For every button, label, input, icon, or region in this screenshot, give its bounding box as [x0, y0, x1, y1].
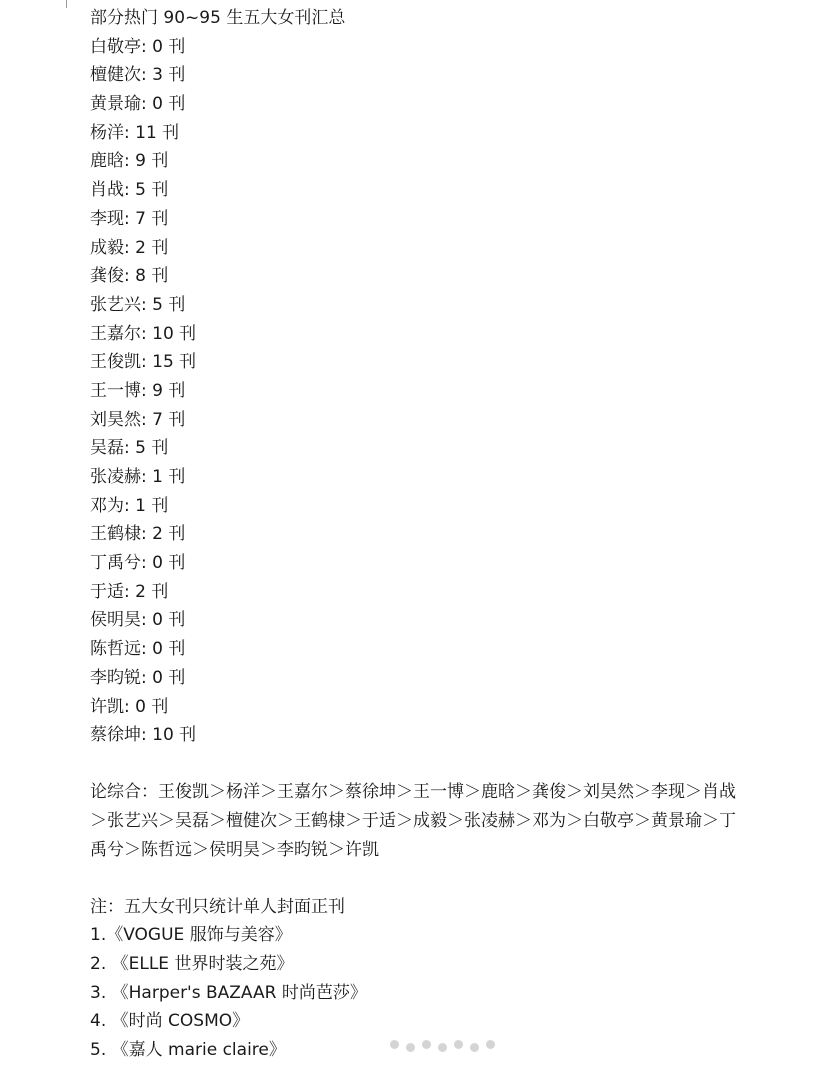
- tally-separator: :: [141, 467, 153, 487]
- tally-count: 2 刊: [135, 237, 169, 258]
- tally-name: 陈哲远: [90, 639, 141, 660]
- tally-name: 龚俊: [90, 266, 124, 287]
- tally-row: [90, 635, 790, 664]
- tally-row: [90, 348, 790, 377]
- tally-count: 7 刊: [135, 208, 169, 229]
- tally-row: [90, 721, 790, 750]
- watermark-dot: [438, 1043, 447, 1052]
- tally-name: 李昀锐: [90, 667, 141, 688]
- tally-count: 0 刊: [152, 94, 186, 115]
- tally-separator: :: [124, 581, 136, 602]
- tally-name: 蔡徐坤: [90, 725, 141, 746]
- tally-name: 李现: [90, 208, 124, 229]
- tally-row: [90, 61, 790, 90]
- tally-count: 8 刊: [135, 266, 169, 287]
- tally-separator: :: [141, 553, 153, 574]
- tally-row: [90, 90, 790, 119]
- tally-row: [90, 33, 790, 62]
- tally-count: 1 刊: [135, 495, 169, 516]
- note-heading: 注：五大女刊只统计单人封面正刊: [90, 896, 345, 917]
- tally-name: 檀健次: [90, 65, 141, 86]
- tally-row: [90, 463, 790, 492]
- tally-name: 王嘉尔: [90, 323, 141, 344]
- watermark-dot: [390, 1040, 399, 1049]
- tally-separator: :: [124, 495, 136, 516]
- tally-row: [90, 320, 790, 349]
- watermark-dot: [454, 1040, 463, 1049]
- tally-row: [90, 406, 790, 435]
- tally-name: 杨洋: [90, 122, 124, 143]
- tally-row: [90, 176, 790, 205]
- tally-separator: :: [141, 409, 153, 430]
- tally-row: [90, 147, 790, 176]
- tally-count: 0 刊: [152, 667, 186, 688]
- tally-separator: :: [124, 237, 136, 258]
- tally-name: 白敬亭: [90, 36, 141, 57]
- tally-separator: :: [141, 610, 153, 631]
- tally-separator: :: [124, 122, 136, 143]
- tally-row: [90, 664, 790, 693]
- tally-row: [90, 520, 790, 549]
- tally-count: 0 刊: [152, 639, 186, 660]
- tally-name: 吴磊: [90, 438, 124, 459]
- tally-row: [90, 205, 790, 234]
- tally-separator: :: [141, 639, 153, 660]
- tally-name: 肖战: [90, 180, 124, 201]
- tally-name: 王一博: [90, 380, 141, 401]
- tally-separator: :: [141, 380, 153, 401]
- tally-separator: :: [141, 667, 153, 688]
- note-item: 4. 《时尚 COSMO》: [90, 1011, 250, 1032]
- tally-separator: :: [141, 94, 153, 115]
- spacer: [90, 750, 790, 778]
- tally-count: 3 刊: [152, 65, 186, 86]
- ranking-paragraph: 论综合：王俊凯＞杨洋＞王嘉尔＞蔡徐坤＞王一博＞鹿晗＞龚俊＞刘昊然＞李现＞肖战＞张艺兴＞吴磊＞檀健次＞王鹤棣＞于适＞成毅＞张凌赫＞邓为＞白敬亭＞黄景瑜＞丁禹兮＞陈哲远＞侯明昊＞李昀锐＞许凯: [90, 781, 736, 860]
- tally-count: 7 刊: [152, 409, 186, 430]
- tally-count: 5 刊: [135, 438, 169, 459]
- tally-count: 0 刊: [152, 610, 186, 631]
- watermark-dot: [486, 1040, 495, 1049]
- tally-separator: :: [141, 323, 153, 344]
- tally-row: [90, 549, 790, 578]
- tally-count: 15 刊: [152, 352, 197, 373]
- tally-row: [90, 234, 790, 263]
- tally-name: 于适: [90, 581, 124, 602]
- tally-count: 9 刊: [152, 380, 186, 401]
- tally-name: 黄景瑜: [90, 94, 141, 115]
- tally-separator: :: [141, 294, 153, 315]
- tally-count: 5 刊: [135, 180, 169, 201]
- tally-separator: :: [124, 208, 136, 229]
- tally-separator: :: [124, 180, 136, 201]
- note-item: 3. 《Harper's BAZAAR 时尚芭莎》: [90, 982, 367, 1003]
- spacer: [90, 865, 790, 893]
- tally-count: 10 刊: [152, 725, 197, 746]
- tally-count: 5 刊: [152, 294, 186, 315]
- tally-count: 9 刊: [135, 151, 169, 172]
- tally-count: 1 刊: [152, 467, 186, 487]
- tally-count: 10 刊: [152, 323, 197, 344]
- tally-name: 许凯: [90, 696, 124, 717]
- watermark-dot: [470, 1043, 479, 1052]
- tally-count: 11 刊: [135, 122, 180, 143]
- watermark-dot: [422, 1040, 431, 1049]
- tally-separator: :: [141, 524, 153, 545]
- tally-separator: :: [141, 352, 153, 373]
- tally-name: 王俊凯: [90, 352, 141, 373]
- tally-name: 成毅: [90, 237, 124, 258]
- tally-separator: :: [124, 696, 136, 717]
- note-item: 1.《VOGUE 服饰与美容》: [90, 925, 292, 946]
- tally-row: [90, 606, 790, 635]
- tally-row: [90, 492, 790, 521]
- tally-count: 0 刊: [152, 36, 186, 57]
- tally-row: [90, 578, 790, 607]
- tally-name: 侯明昊: [90, 610, 141, 631]
- tally-name: 张凌赫: [90, 467, 141, 487]
- watermark-dot: [406, 1043, 415, 1052]
- page-margin-mark: [66, 0, 67, 8]
- tally-name: 鹿晗: [90, 151, 124, 172]
- tally-row: [90, 693, 790, 722]
- tally-separator: :: [124, 266, 136, 287]
- note-item: 2. 《ELLE 世界时装之苑》: [90, 954, 294, 975]
- tally-separator: :: [124, 438, 136, 459]
- tally-row: [90, 434, 790, 463]
- tally-separator: :: [141, 36, 153, 57]
- tally-row: [90, 291, 790, 320]
- tally-count: 2 刊: [135, 581, 169, 602]
- tally-name: 张艺兴: [90, 294, 141, 315]
- tally-row: [90, 119, 790, 148]
- tally-count: 2 刊: [152, 524, 186, 545]
- document-title: 部分热门 90~95 生五大女刊汇总: [90, 8, 346, 28]
- tally-count: 0 刊: [152, 553, 186, 574]
- tally-name: 丁禹兮: [90, 553, 141, 574]
- document-body: [90, 4, 790, 1064]
- note-item: 5. 《嘉人 marie claire》: [90, 1039, 286, 1060]
- tally-name: 刘昊然: [90, 409, 141, 430]
- tally-name: 王鹤棣: [90, 524, 141, 545]
- tally-list: [90, 33, 790, 750]
- tally-name: 邓为: [90, 495, 124, 516]
- tally-separator: :: [141, 65, 153, 86]
- tally-count: 0 刊: [135, 696, 169, 717]
- tally-row: [90, 377, 790, 406]
- tally-row: [90, 262, 790, 291]
- tally-separator: :: [141, 725, 153, 746]
- tally-separator: :: [124, 151, 136, 172]
